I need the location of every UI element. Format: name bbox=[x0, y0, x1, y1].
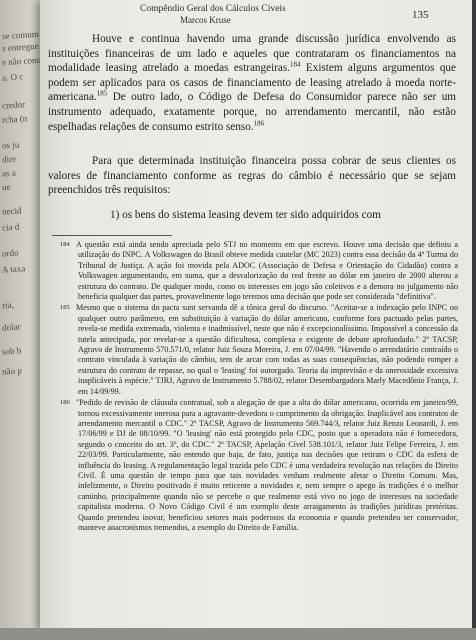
running-header bbox=[40, 4, 472, 26]
prev-page-fragment: necid bbox=[1, 205, 22, 217]
footnote-185: 185 Mesmo que o sistema do pacta sunt servanda dê a tônica geral do discurso. "Aceitar-se a indexação pelo INPC ou qualquer outro parâmetro, em substituição à variação do dólar americano, conforme fora pactuado pelas partes, revela-se medida extremada, violenta e inadmissível, neste que não é excepcionalíssimo. Impossível a concessão da tutela antecipada, por revelar-se a questão dificultosa, complexa e exigente de debate aprofundado." 2º TACSP, Agravo de Instrumento 570.571/0, relator Juiz Souza Moreira, J. em 07/04/99. "Havendo o arrendatário contraído o contrato vinculada à variação do câmbio, tem de arcar com todas as suas consequências, não podendo romper a estrutura do contrato de repasse, no qual o 'leasing' foi outorgado. Teoria da imprevisão e da onerosidade excessiva inaplicáveis à espécie." TJRJ, Agravo de Instrumento 5.788/02, relator Desembargadora Marly Macedônio França, J. em 14/09/99. bbox=[60, 303, 458, 396]
prev-page-fragment: ria, bbox=[1, 299, 15, 311]
prev-page-fragment: credor bbox=[1, 99, 26, 111]
prev-page-fragment: se comum bbox=[1, 28, 40, 42]
book-page bbox=[40, 0, 472, 630]
footnote-184: 184 A questão está ainda sendo apreciada pelo STJ no momento em que escrevo. Houve uma decisão que definiu a utilização do INPC. A Volkswagen do Brasil obteve medida cautelar (MC 2023) contra essa decisão da 4ª Turma do Tribunal de Justiça. A ação foi movida pela ADOC (Associação de Defesa e Orientação do Cidadão) contra a Volkswagen argumentando, em suma, que a desvalorização do real frente ao dólar em janeiro de 2000 alterou a estrutura do contrato. De qualquer modo, como os interesses em jogo são coletivos e a demora no julgamento não beneficia qualquer das partes, provavelmente logo teremos uma decisão que pode ser considerada "definitiva". bbox=[60, 240, 458, 302]
book-title: Compêndio Geral dos Cálculos Cíveis bbox=[140, 4, 286, 14]
footnotes bbox=[48, 240, 458, 534]
prev-page-fragment: os ju bbox=[1, 139, 20, 151]
prev-page-fragment: cia d bbox=[1, 221, 20, 233]
prev-page-fragment: não p bbox=[1, 365, 23, 377]
footnote-ref[interactable]: 185 bbox=[96, 89, 108, 98]
prev-page-fragment: as a bbox=[1, 167, 17, 179]
footnote-number: 185 bbox=[60, 304, 70, 312]
author-name: Marcos Kruse bbox=[180, 15, 231, 25]
footnote-ref[interactable]: 186 bbox=[253, 118, 265, 127]
footnote-186: 186 "Pedido de revisão de cláusula contratual, sob a alegação de que a alta do dólar americano, ocorrida em janeiro/99, tornou excessivamente onerosa para a agravante-devedora o cumprimento da obrigação. Inaplicável aos contratos de arrendamento mercantil o CDC." 2º TACSP, Agravo de Instrumento 569.744/3, relator Juiz Renzo Leonardi, J. em 17/06/99 e DJ de 08/10/99. "O 'leasing' não está protegido pelo CDC, posto que a operadora não é fornecedora, segundo o conceito do art. 3º, do CDC." 2º TACSP, Apelação Cível 538.101/3, relator Juiz Felipe Ferreira, J. em 22/03/99. Particularmente, não entendo que haja, de fato, justiça nas decisões que retiram o CDC da esfera de influência do leasing. A regulamentação legal trazida pelo CDC é uma verdadeira revolução nas relações do Direito Civil. É uma questão de tempo para que tais novidades venham realmente afetar o Direito Comum. Mas, infelizmente, o Direito positivado é muito reticente a novidades e, nem sempre o apego às tradições é o melhor caminho, principalmente quando não se percebe o que realmente está vivo no jogo de interesses na sociedade capitalista moderna. O Novo Código Civil é um exemplo deste arraigamento às tradições jurídicas pretéritas. Quando pretendeu inovar, beneficiou setores mais poderosos da economia e quando pretendeu ser conservador, manteve anacronismos tremendos, a exemplo do Direito de Família. bbox=[60, 398, 458, 532]
prev-page-fragment: s entregue bbox=[1, 40, 40, 54]
prev-page-fragment: ue bbox=[1, 181, 11, 193]
paragraph-1: Houve e continua havendo uma grande discussão jurídica envolvendo as instituições financeiras de um lado e aqueles que contrataram os financiamentos na modalidade leasing atrelado a moedas estrangeiras.$^{184}$ Existem alguns argumentos que podem ser aplicados para os casos de financiamento de leasing atrelado à moeda norte-americana.$^{185}$ De outro lado, o Código de Defesa do Consumidor parece não ser um instrumento adequado, exatamente porque, no arrendamento mercantil, não estão espelhadas relações de consumo estrito senso.$^{186}$ bbox=[48, 33, 456, 133]
prev-page-fragment: a. O c bbox=[1, 71, 24, 83]
footnote-number: 186 bbox=[60, 399, 70, 407]
footnote-divider bbox=[52, 235, 172, 236]
prev-page-fragment: dire bbox=[1, 153, 17, 165]
main-text bbox=[48, 32, 456, 223]
surface-edge bbox=[0, 628, 476, 640]
prev-page-fragment: sob b bbox=[1, 345, 22, 357]
prev-page-fragment: A taxa bbox=[1, 263, 26, 275]
prev-page-fragment: dolar bbox=[1, 321, 21, 333]
prev-page-fragment: e não cons bbox=[1, 54, 41, 68]
paragraph-2: Para que determinada instituição financeira possa cobrar de seus clientes os valores de financiamento conforme as regras do câmbio é necessário que se sejam preenchidos três requisitos: bbox=[48, 155, 456, 197]
prev-page-fragment: ordo bbox=[1, 247, 19, 259]
footnote-ref[interactable]: 184 bbox=[290, 60, 301, 69]
list-item: 1) os bens do sistema leasing devem ter sido adquiridos com bbox=[110, 208, 381, 221]
page-number: 135 bbox=[412, 9, 429, 21]
footnote-number: 184 bbox=[60, 241, 70, 248]
prev-page-fragment: rcha (n bbox=[1, 113, 28, 125]
